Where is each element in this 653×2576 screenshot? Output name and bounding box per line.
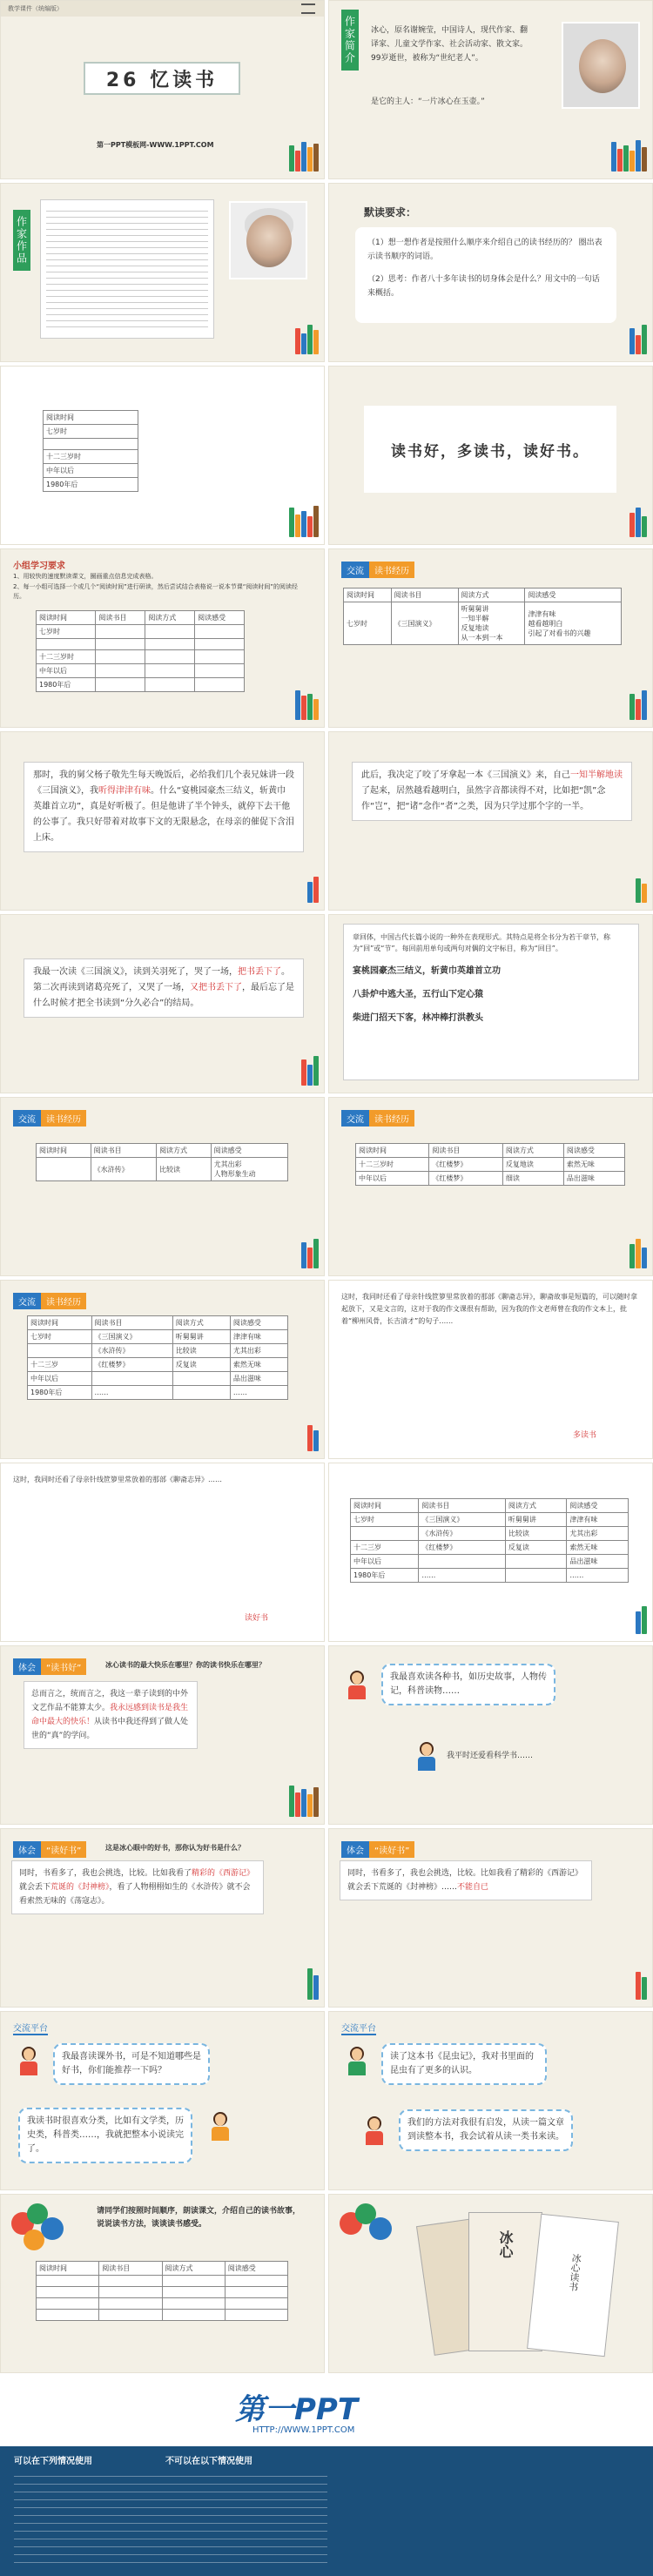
chapter-title-3: 柴进门招天下客，林冲棒打洪教头 — [353, 1013, 483, 1023]
table-cell: 中年以后 — [44, 464, 138, 478]
title-box — [84, 62, 240, 95]
menu-icon[interactable] — [301, 3, 315, 14]
intro-quote: 是它的主人：“一片冰心在玉壶。” — [371, 98, 485, 106]
books-decoration — [301, 1056, 319, 1086]
passage-text: 这时，我同时还看了母亲针线笸箩里常放着的那部《聊斋志异》…… — [13, 1476, 222, 1483]
slide-summary-table — [328, 1463, 653, 1642]
books-decoration — [301, 1239, 319, 1268]
table-cell: 十二三岁时 — [37, 650, 96, 664]
slide-passage-4 — [328, 1280, 653, 1459]
study-rule-2: 2、每一小组可选择一个或几个“阅读时间”进行研读，然后尝试结合表格说一说本节课“阅读时间”的阅读经历。 — [13, 583, 298, 600]
slide-reading-joy — [0, 1645, 325, 1825]
books-decoration — [629, 1239, 647, 1268]
info-text: 章回体，中国古代长篇小说的一种外在表现形式。其特点是将全书分为若干章节，称为“回”或“节”。每回前用单句或两句对偶的文字标目，称为“回目”。 — [353, 933, 610, 952]
question-text: 冰心读书的最大快乐在哪里？你的读书快乐在哪里？ — [105, 1661, 266, 1669]
table-cell: 十二三岁时 — [44, 450, 138, 464]
slide-experience-summary — [0, 1280, 325, 1459]
highlight-text: 把书丢下了 — [238, 967, 281, 977]
table-cell: 1980年后 — [44, 478, 138, 492]
slide-reading-requirements — [328, 183, 653, 362]
child-icon — [18, 2047, 39, 2076]
summary-table: 阅读时间 阅读书目 阅读方式 阅读感受 七岁时 《三国演义》 听舅舅讲 津津有味 《水浒传》 比较读 尤其出彩 十二三岁 《红楼梦》 反复读 索然无味 中年以后 品出滋味 1980年后 …… …… — [350, 1498, 629, 1583]
child-icon — [364, 2116, 385, 2146]
tag-b: 读书经历 — [369, 562, 414, 578]
books-decoration — [636, 1606, 647, 1634]
slide-retell — [0, 2194, 325, 2373]
highlight-text: 读好书 — [245, 1614, 269, 1623]
intro-text: 冰心，原名谢婉莹，中国诗人，现代作家、翻译家、儿童文学作家、社会活动家、散文家。99岁逝世，被称为“世纪老人”。 — [371, 26, 528, 63]
prompt-text: 请同学们按照时间顺序，朗读课文，介绍自己的读书故事，说说读书方法，谈谈读书感受。 — [97, 2207, 301, 2229]
section-title: 交流平台 — [341, 2021, 376, 2035]
slide-book-covers — [328, 2194, 653, 2373]
book-cover — [527, 2214, 619, 2357]
section-tag: 体会 “读好书” — [341, 1841, 414, 1858]
books-decoration — [289, 142, 319, 172]
slogan-text: 读书好，多读书，读好书。 — [391, 442, 589, 461]
slide-author-intro — [328, 0, 653, 179]
child-icon — [416, 1742, 437, 1772]
passage-card: 同时，书看多了，我也会挑选，比较。比如我看了精彩的《西游记》就会丢下荒诞的《封神榜》……不能自已 — [340, 1860, 592, 1900]
slide-passage-3 — [0, 914, 325, 1093]
slide-group-study — [0, 548, 325, 728]
slide-slogan — [328, 366, 653, 545]
speech-bubble: 我们的方法对我很有启发，从读一篇文章到读整本书，我会试着从读一类书来读。 — [399, 2109, 573, 2151]
books-decoration — [636, 878, 647, 903]
experience-table: 阅读时间 阅读书目 阅读方式 阅读感受 《水浒传》 比较读 尤其出彩 人物形象生动 — [36, 1143, 288, 1181]
chapter-title-2: 八卦炉中逃大圣，五行山下定心猿 — [353, 990, 483, 999]
summary-table: 阅读时间 阅读书目 阅读方式 阅读感受 七岁时 《三国演义》 听舅舅讲 津津有味 《水浒传》 比较读 尤其出彩 十二三岁 《红楼梦》 反复读 索然无味 中年以后 品出滋味 1980年后 …… …… — [27, 1315, 288, 1400]
author-photo — [562, 22, 640, 109]
passage-card: 那时，我的舅父杨子敬先生每天晚饭后，必给我们几个表兄妹讲一段《三国演义》，我听得津津有味。什么“宴桃园豪杰三结义，斩黄巾英雄首立功”，真是好听极了。但是他讲了半个钟头，就停下去干他的公事了。我只好带着对故事下文的无限悬念，在母亲的催促下含泪上床。 — [24, 762, 304, 852]
books-decoration — [629, 690, 647, 720]
section-tag: 体会 “读书好” — [13, 1658, 86, 1675]
cover-title: 冰心 — [497, 2230, 514, 2258]
section-title: 交流平台 — [13, 2021, 48, 2035]
req-box — [355, 227, 616, 323]
retell-table: 阅读时间 阅读书目 阅读方式 阅读感受 — [36, 2261, 288, 2321]
child-icon — [347, 2047, 367, 2076]
speech-bubble: 我最喜欢读各种书，如历史故事，人物传记，科普读物…… — [381, 1664, 555, 1705]
section-tag — [341, 562, 414, 578]
slide-exchange-2 — [328, 2011, 653, 2190]
books-decoration — [295, 690, 319, 720]
experience-table — [343, 588, 622, 645]
slide-chapter-novel — [328, 914, 653, 1093]
table-header: 阅读时间 — [344, 589, 392, 602]
child-icon — [347, 1671, 367, 1700]
table-cell: 1980年后 — [37, 678, 96, 692]
books-decoration — [295, 325, 319, 354]
tag-a: 交流 — [341, 562, 369, 578]
slogan-box — [364, 406, 616, 493]
author-portrait — [229, 201, 307, 279]
study-heading: 小组学习要求 — [13, 562, 65, 571]
books-decoration — [629, 325, 647, 354]
table-header: 阅读感受 — [525, 589, 622, 602]
books-decoration — [289, 506, 319, 537]
footer-logo: 第一PPT — [235, 2392, 359, 2427]
slide-experience-3 — [328, 1097, 653, 1276]
circle-decoration — [340, 2203, 409, 2256]
info-card — [343, 924, 639, 1080]
page-title: 26 忆读书 — [105, 69, 219, 91]
highlight-text: 多读书 — [573, 1431, 597, 1440]
highlight-text: 又把书丢下了 — [190, 983, 242, 992]
footer-lines — [14, 2469, 327, 2565]
footer-left-title: 可以在下列情况使用 — [14, 2457, 92, 2466]
footer — [0, 2377, 653, 2576]
slide-passage-1 — [0, 731, 325, 911]
circle-decoration — [11, 2203, 81, 2256]
highlight-text: 听得津津有味 — [98, 786, 151, 796]
table-cell: 《三国演义》 — [391, 602, 458, 645]
table-cell: 七岁时 — [37, 625, 96, 639]
section-label: 作家作品 — [13, 210, 30, 271]
speech-bubble: 读了这本书《昆虫记》，我对书里面的昆虫有了更多的认识。 — [381, 2043, 547, 2085]
books-decoration — [307, 877, 319, 903]
speech-bubble: 我读书时很喜欢分类，比如有文学类，历史类，科普类……，我就把整本小说读完了。 — [18, 2108, 192, 2163]
slide-sharing-1 — [328, 1645, 653, 1825]
passage-text: 这时，我同时还看了母亲针线笸箩里常放着的那部《聊斋志异》，聊斋故事是短篇的，可以随时拿起放下，又是文言的，这对于我的作文课很有帮助，因为我的作文老师曾在我的作文本上，批着“柳州风骨，长吉清才”的句子…… — [341, 1293, 637, 1325]
passage-card: 我最一次读《三国演义》，读到关羽死了，哭了一场，把书丢下了。第二次再读到诸葛亮死了，又哭了一场，又把书丢下了，最后忘了是什么时候才把全书读到“分久必合”的结局。 — [24, 958, 304, 1018]
table-cell: 津津有味 越看越明白 引起了对看书的兴趣 — [525, 602, 622, 645]
chapter-title-1: 宴桃园豪杰三结义，斩黄巾英雄首立功 — [353, 966, 501, 976]
table-header: 阅读书目 — [96, 611, 145, 625]
table-cell: 中年以后 — [37, 664, 96, 678]
req-q2: （2）思考：作者八十多年读书的切身体会是什么？用文中的一句话来概括。 — [367, 275, 600, 298]
slide-author-works — [0, 183, 325, 362]
req-heading: 默读要求： — [364, 206, 417, 219]
books-decoration — [307, 1425, 319, 1451]
slide-good-books-1 — [0, 1828, 325, 2008]
works-list — [40, 199, 214, 339]
speech-bubble: 我最喜读课外书，可是不知道哪些是好书，你们能推荐一下吗？ — [53, 2043, 210, 2085]
table-header: 阅读书目 — [391, 589, 458, 602]
table-header: 阅读时间 — [37, 611, 96, 625]
footer-right-title: 不可以在以下情况使用 — [165, 2457, 252, 2466]
passage-card: 总而言之，统而言之，我这一辈子读到的中外文艺作品不能算太少。我永远感到读书是我生命中最大的快乐！从读书中我还得到了做人处世的“真”的学问。 — [24, 1681, 198, 1749]
section-label: 作家简介 — [341, 10, 359, 71]
books-decoration — [611, 140, 647, 172]
passage-card: 此后，我决定了咬了牙拿起一本《三国演义》来，自己一知半解地读了起来，居然越看越明白，虽然字音都读得不对，比如把“凯”念作“岂”，把“诸”念作“者”之类，因为只学过那个字的一半。 — [352, 762, 632, 821]
slide-reading-time — [0, 366, 325, 545]
section-tag: 体会 “读好书” — [13, 1841, 86, 1858]
section-tag: 交流 读书经历 — [341, 1110, 414, 1127]
table-cell: 七岁时 — [44, 425, 138, 439]
question-text: 这是冰心眼中的好书，那你认为好书是什么？ — [105, 1844, 245, 1852]
books-decoration — [289, 1786, 319, 1817]
highlight-text: 我永远感到读书是我生命中最大的快乐！ — [31, 1704, 189, 1726]
table-header: 阅读方式 — [458, 589, 525, 602]
slide-passage-5 — [0, 1463, 325, 1642]
slide-good-books-2 — [328, 1828, 653, 2008]
slide-exchange-1 — [0, 2011, 325, 2190]
footer-panel — [0, 2446, 653, 2576]
books-decoration — [629, 508, 647, 537]
child-icon — [210, 2112, 231, 2142]
slide-title — [0, 0, 325, 179]
section-tag: 交流 读书经历 — [13, 1110, 86, 1127]
cover-title: 冰心读书 — [567, 2252, 582, 2292]
site-link[interactable]: 第一PPT模板网-WWW.1PPT.COM — [97, 141, 214, 149]
books-decoration — [307, 1968, 319, 2000]
section-tag: 交流 读书经历 — [13, 1293, 86, 1309]
req-q1: （1）想一想作者是按照什么顺序来介绍自己的读书经历的？ 圈出表示读书顺序的词语。 — [367, 239, 603, 261]
table-header: 阅读时间 — [44, 411, 138, 425]
passage-card: 同时，书看多了，我也会挑选，比较。比如我看了精彩的《西游记》就会丢下荒诞的《封神榜》，看了人物栩栩如生的《水浒传》就不会看索然无味的《荡寇志》。 — [11, 1860, 264, 1914]
table-header: 阅读方式 — [145, 611, 195, 625]
table-cell: 听舅舅讲 一知半解 反复地读 从一本到一本 — [458, 602, 525, 645]
slide-experience-2 — [0, 1097, 325, 1276]
highlight-text: 一知半解地读 — [570, 770, 623, 780]
table-header: 阅读感受 — [195, 611, 245, 625]
header-text: 教学课件（统编版） — [8, 5, 63, 12]
books-decoration — [636, 1972, 647, 2000]
study-table — [36, 610, 245, 692]
experience-table: 阅读时间 阅读书目 阅读方式 阅读感受 十二三岁时 《红楼梦》 反复地读 索然无味 中年以后 《红楼梦》 细读 品出滋味 — [355, 1143, 625, 1186]
speech-text: 我平时还爱看科学书…… — [447, 1752, 534, 1760]
time-table — [43, 410, 138, 492]
slide-passage-2 — [328, 731, 653, 911]
footer-url[interactable]: HTTP://WWW.1PPT.COM — [252, 2425, 355, 2435]
slide-experience-1 — [328, 548, 653, 728]
study-rule-1: 1、用较快的速度默读课文，圈画重点信息完成表格。 — [13, 573, 158, 580]
table-cell: 七岁时 — [344, 602, 392, 645]
